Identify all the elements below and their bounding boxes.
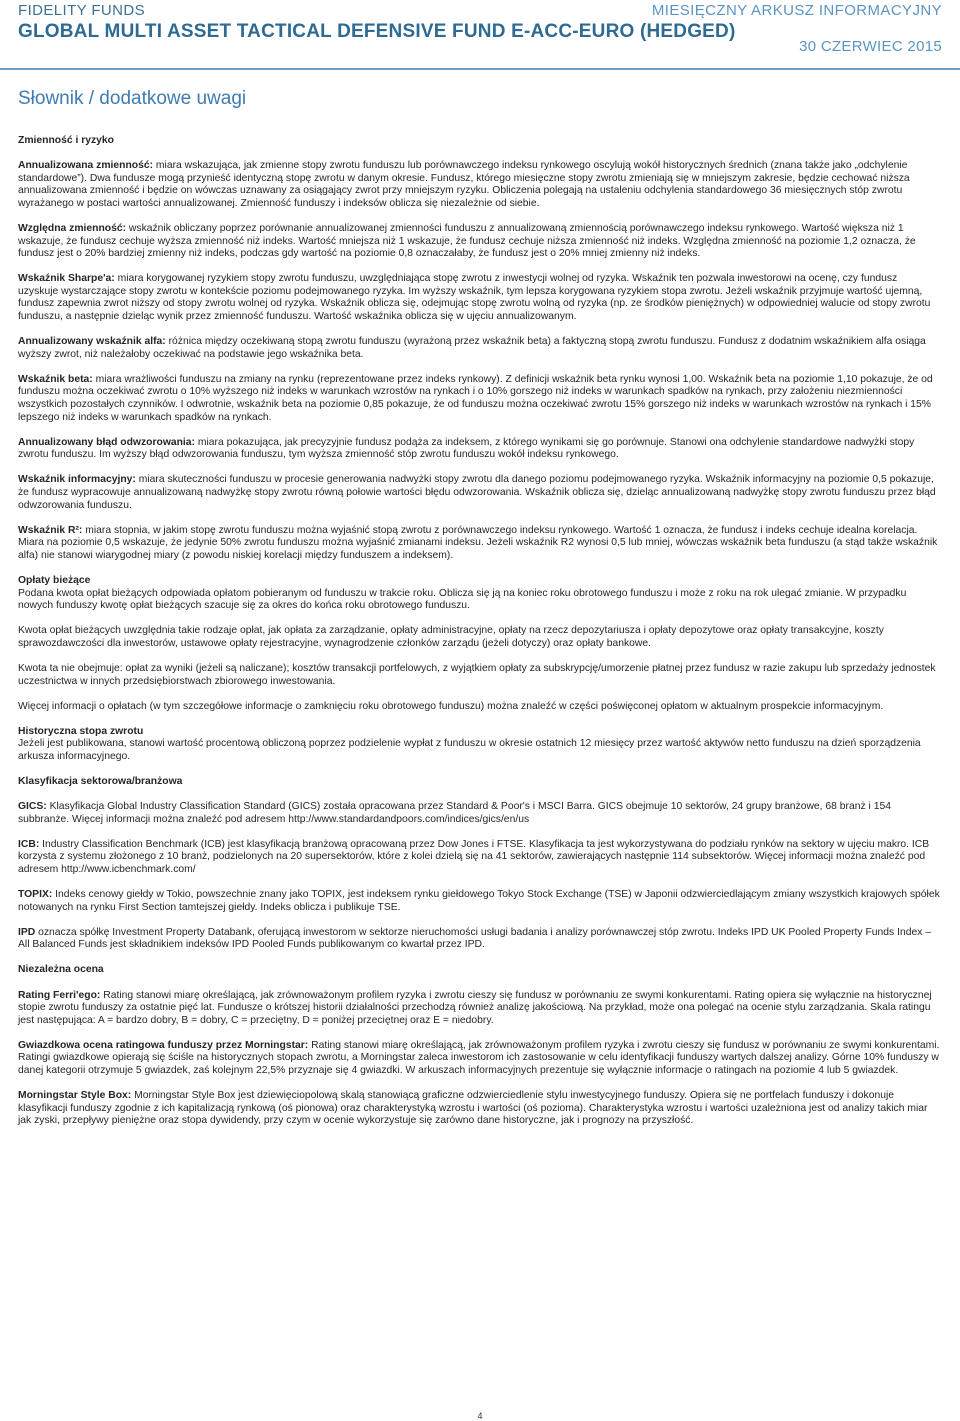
term-label: TOPIX:: [18, 889, 53, 901]
term-definition: miara wskazująca, jak zmienne stopy zwrotu funduszu lub porównawczego indeksu rynkowego oscylują wokół historycznych średnich (znana także jako „odchylenie standardowe”). Dwa fundusze mogą przynieść identyczną stopę zwrotu w danym okresie. Fundusz, którego miesięczne stopy zwrotu zmieniają się w mniejszym zakresie, będzie cechować niższa annualizowana zmienność i będzie on wówczas uznawany za osiągający zwrot przy mniejszym ryzyku. Obliczenia polegają na ustaleniu odchylenia standardowego 36 miesięcznych stóp zwrotu wyrażanego w postaci wartości annualizowanej. Zmienność funduszy i indeksów oblicza się niezależnie od siebie.: [18, 160, 910, 209]
glossary-entry-ipd: [18, 927, 940, 952]
term-definition: Klasyfikacja Global Industry Classification Standard (GICS) została opracowana przez Standard & Poor's i MSCI Barra. GICS obejmuje 10 sektorów, 24 grupy branżowe, 68 branż i 154 subbranże. Więcej informacji można znaleźć pod adresem http://www.standardandpoors.com/indices/gics/en/us: [18, 801, 891, 825]
term-label: ICB:: [18, 838, 40, 850]
glossary-entry-tracking-error: [18, 437, 940, 462]
term-label: Annualizowany błąd odwzorowania:: [18, 436, 196, 448]
rating-heading: Niezależna ocena: [18, 964, 104, 976]
document-date: 30 CZERWIEC 2015: [799, 38, 942, 55]
charges-heading: Opłaty bieżące: [18, 574, 91, 586]
term-definition: różnica między oczekiwaną stopą zwrotu funduszu (wyrażoną przez wskaźnik beta) a faktyczną stopą zwrotu funduszu. Fundusz z dodatnim wskaźnikiem alfa osiąga wyższy zwrot, niż należałoby oczekiwać na podstawie jego wskaźnika beta.: [18, 336, 926, 360]
charges-paragraph: Podana kwota opłat bieżących odpowiada opłatom pobieranym od funduszu w trakcie roku. Oblicza się ją na koniec roku obrotowego funduszu i może z roku na rok ulegać zmianie. W przypadku nowych funduszy kwotę opłat bieżących szacuje się za okres do końca roku obrotowego funduszu.: [18, 587, 907, 612]
term-definition: miara pokazująca, jak precyzyjnie fundusz podąża za indeksem, z którego wynikami się go porównuje. Stanowi ona odchylenie standardowe nadwyżki stopy zwrotu funduszu. Im wyższy błąd odwzorowania funduszu, tym wyższa zmienność stóp zwrotu funduszu wokół indeksu rynkowego.: [18, 436, 915, 461]
header-divider: [0, 68, 960, 70]
term-label: Wskaźnik Sharpe'a:: [18, 273, 115, 285]
history-paragraph: Jeżeli jest publikowana, stanowi wartość procentową obliczoną poprzez podzielenie wypłat z funduszu w okresie ostatnich 12 miesięcy przez wartość aktywów netto funduszu na dzień sporządzenia arkusza informacyjnego.: [18, 738, 921, 762]
charges-paragraph: Kwota ta nie obejmuje: opłat za wyniki (jeżeli są naliczane); kosztów transakcji portfelowych, z wyjątkiem opłaty za subskrypcję/umorzenie płatnej przez fundusz w razie zakupu lub sprzedaży jednostek uczestnictwa w innych przedsiębiorstwach zbiorowego inwestowania.: [18, 662, 936, 687]
term-definition: Industry Classification Benchmark (ICB) jest klasyfikacją branżową opracowaną przez Dow Jones i FTSE. Klasyfikacja ta jest wykorzystywana do podziału rynków na sektory w ujęciu makro. ICB korzysta z systemu złożonego z 10 branż, podzielonych na 20 supersektorów, które z kolei dzielą się na 41 sektorów, zawierających następnie 114 subsektorów. Więcej informacji można znaleźć pod adresem http://www.icbenchmark.com/: [18, 838, 930, 875]
section-title: Słownik / dodatkowe uwagi: [18, 88, 247, 109]
sector-heading: Klasyfikacja sektorowa/branżowa: [18, 775, 183, 787]
glossary-content: [18, 135, 940, 1140]
term-definition: miara skuteczności funduszu w procesie generowania nadwyżki stopy zwrotu dla danego poziomu podejmowanego ryzyka. Wskaźnik informacyjny na poziomie 0,5 pokazuje, że fundusz wypracowuje annualizowaną nadwyżkę stopy zwrotu równą połowie wartości błędu odwzorowania. Wskaźnik oblicza się, dzieląc annualizowaną nadwyżkę stopy zwrotu funduszu przez błąd odwzorowania funduszu.: [18, 474, 936, 511]
brand-name: FIDELITY FUNDS: [18, 2, 146, 19]
page-number: 4: [477, 1411, 483, 1421]
term-definition: Indeks cenowy giełdy w Tokio, powszechnie znany jako TOPIX, jest indeksem rynku giełdowego Tokyo Stock Exchange (TSE) w Japonii odzwierciedlającym zmiany wszystkich krajowych spółek notowanych na rynku First Section tamtejszej giełdy. Indeks oblicza i publikuje TSE.: [18, 889, 940, 913]
term-label: Annualizowany wskaźnik alfa:: [18, 336, 166, 348]
volatility-heading: Zmienność i ryzyko: [18, 135, 114, 146]
term-label: IPD: [18, 926, 36, 938]
term-definition: miara wrażliwości funduszu na zmiany na rynku (reprezentowane przez indeks rynkowy). Z definicji wskaźnik beta rynku wynosi 1,00. Wskaźnik beta na poziomie 1,10 pokazuje, że od funduszu można oczekiwać zwrotu o 10% wyższego niż indeks w warunkach wzrostów na rynkach i o 10% gorszego niż indeks w warunkach spadków na rynkach, przy założeniu niezmienności wszystkich pozostałych czynników. I odwrotnie, wskaźnik beta na poziomie 0,85 pokazuje, że od funduszu można oczekiwać zwrotu 15% gorszego niż indeks w warunkach wzrostów na rynkach i 15% lepszego niż indeks w warunkach spadków na rynkach.: [18, 373, 933, 423]
glossary-entry-icb: [18, 839, 940, 877]
glossary-entry-alpha: [18, 336, 940, 361]
term-definition: miara korygowanej ryzykiem stopy zwrotu funduszu, uwzględniająca stopę zwrotu z inwestycji wolnej od ryzyka. Wskaźnik ten pozwala inwestorowi na ocenę, czy fundusz uzyskuje wystarczające stopy zwrotu w kontekście poziomu podejmowanego ryzyka. Im wyższy wskaźnik, tym lepsza korygowana ryzykiem stopa zwrotu. Jeżeli wskaźnik przyjmuje wartość ujemną, fundusz zapewnia zwrot niższy od stopy zwrotu wolnej od ryzyka. Wskaźnik oblicza się, odejmując stopę zwrotu wolną od ryzyka (np. ze środków pieniężnych) w odpowiedniej walucie od stopy zwrotu funduszu, a następnie dzieląc wynik przez zmienność funduszu. Wartość wskaźnika oblicza się w ujęciu annualizowanym.: [18, 273, 931, 323]
term-definition: Rating stanowi miarę określającą, jak zrównoważonym profilem ryzyka i zwrotu cieszy się fundusz w porównaniu ze swymi konkurentami. Ratingi gwiazdkowe opierają się ściśle na historycznych stopach zwrotu, a Morningstar zaleca inwestorom ich zastosowanie w celu identyfikacji funduszy wartych dalszej analizy. Górne 10% funduszy w danej kategorii otrzymuje 5 gwiazdek, zaś kolejnym 22,5% przyznaje się 4 gwiazdki. W arkuszach informacyjnych prezentuje się wyłącznie informacje o ratingach na poziomie 4 lub 5 gwiazdek.: [18, 1039, 940, 1076]
term-label: Wskaźnik beta:: [18, 373, 93, 385]
term-label: Gwiazdkowa ocena ratingowa funduszy przez Morningstar:: [18, 1039, 309, 1051]
glossary-entry-morningstar-rating: [18, 1040, 940, 1078]
term-label: Rating Ferri'ego:: [18, 989, 101, 1001]
term-definition: Morningstar Style Box jest dziewięciopolową skalą stanowiącą graficzne odzwierciedlenie stylu inwestycyjnego funduszy. Opiera się ne portfelach funduszy i dokonuje klasyfikacji funduszy zgodnie z ich kapitalizacją rynkową (oś pionowa) oraz charakterystyką wzrostu i wartości (oś pozioma). Charakterystyka wzrostu i wartości uzależniona jest od analizy takich miar jak zyski, przepływy pieniężne oraz stopa dywidendy, przy czym w ocenie wykorzystuje się zarówno dane historyczne, jak i prognozy na przyszłość.: [18, 1090, 928, 1127]
glossary-entry-information-ratio: [18, 474, 940, 512]
term-label: Annualizowana zmienność:: [18, 160, 154, 172]
term-label: Morningstar Style Box:: [18, 1090, 132, 1102]
document-type: MIESIĘCZNY ARKUSZ INFORMACYJNY: [651, 2, 942, 19]
charges-paragraph: Kwota opłat bieżących uwzględnia takie rodzaje opłat, jak opłata za zarządzanie, opłaty administracyjne, opłaty na rzecz depozytariusza i opłaty depozytowe oraz opłaty transakcyjne, koszty sprawozdawczości dla inwestorów, ustawowe opłaty rejestracyjne, wynagrodzenie członków zarządu (jeżeli dotyczy) oraz opłaty bankowe.: [18, 625, 884, 649]
glossary-entry-topix: [18, 889, 940, 914]
term-label: Wskaźnik informacyjny:: [18, 474, 136, 486]
term-definition: wskaźnik obliczany poprzez porównanie annualizowanej zmienności funduszu z annualizowaną zmiennością porównawczego indeksu rynkowego. Wartość większa niż 1 wskazuje, że fundusz cechuje wyższa zmienność niż indeks. Wartość mniejsza niż 1 wskazuje, że fundusz cechuje niższa zmienność niż indeks. Względna zmienność na poziomie 1,2 oznacza, że fundusz jest o 20% bardziej zmienny niż indeks, podczas gdy wartość na poziomie 0,8 oznaczałaby, że fundusz jest o 20% mniej zmienny niż indeks.: [18, 222, 916, 260]
term-label: Wskaźnik R²:: [18, 524, 83, 536]
charges-paragraph: Więcej informacji o opłatach (w tym szczegółowe informacje o zamknięciu roku obrotowego funduszu) można znaleźć w części poświęconej opłatom w aktualnym prospekcie informacyjnym.: [18, 700, 884, 712]
glossary-entry-annualised-volatility: [18, 160, 940, 210]
glossary-entry-sharpe-ratio: [18, 273, 940, 323]
glossary-entry-r-squared: [18, 525, 940, 563]
history-heading: Historyczna stopa zwrotu: [18, 725, 144, 737]
term-definition: Rating stanowi miarę określającą, jak zrównoważonym profilem ryzyka i zwrotu cieszy się fundusz w porównaniu ze swymi konkurentami. Rating opiera się wyłącznie na historycznej stopie zwrotu funduszy za ostatnie pięć lat. Fundusze o krótszej historii działalności przechodzą również analizę jakościową. Na przykład, może ona polegać na ocenie stylu zarządzania. Skala ratingu jest następująca: A = bardzo dobry, B = dobry, C = przeciętny, D = poniżej przeciętnej oraz E = niedobry.: [18, 989, 932, 1026]
term-label: Względna zmienność:: [18, 222, 127, 234]
glossary-entry-ferri-rating: [18, 990, 940, 1028]
term-definition: oznacza spółkę Investment Property Databank, oferującą inwestorom w sektorze nieruchomości usługi badania i analizy porównawczej stóp zwrotu. Indeks IPD UK Pooled Property Funds Index – All Balanced Funds jest składnikiem indeksów IPD Pooled Funds publikowanym co kwartał przez IPD.: [18, 926, 932, 951]
term-definition: miara stopnia, w jakim stopę zwrotu funduszu można wyjaśnić stopą zwrotu z porównawczego indeksu rynkowego. Wartość 1 oznacza, że fundusz i indeks cechuje idealna korelacja. Miara na poziomie 0,5 wskazuje, że jedynie 50% zwrotu funduszu można wyjaśnić zmianami indeksu. Jeżeli wskaźnik R2 wynosi 0,5 lub mniej, wówczas wskaźnik beta funduszu (a stąd także wskaźnik alfa) nie stanowi wiarygodnej miary (z powodu niskiej korelacji między funduszem a indeksem).: [18, 524, 938, 561]
glossary-entry-gics: [18, 801, 940, 826]
fund-name: GLOBAL MULTI ASSET TACTICAL DEFENSIVE FUND E-ACC-EURO (HEDGED): [18, 21, 736, 42]
glossary-entry-relative-volatility: [18, 223, 940, 261]
glossary-entry-beta: [18, 374, 940, 424]
glossary-entry-morningstar-style-box: [18, 1090, 940, 1128]
term-label: GICS:: [18, 801, 47, 813]
page-header: [0, 0, 960, 60]
